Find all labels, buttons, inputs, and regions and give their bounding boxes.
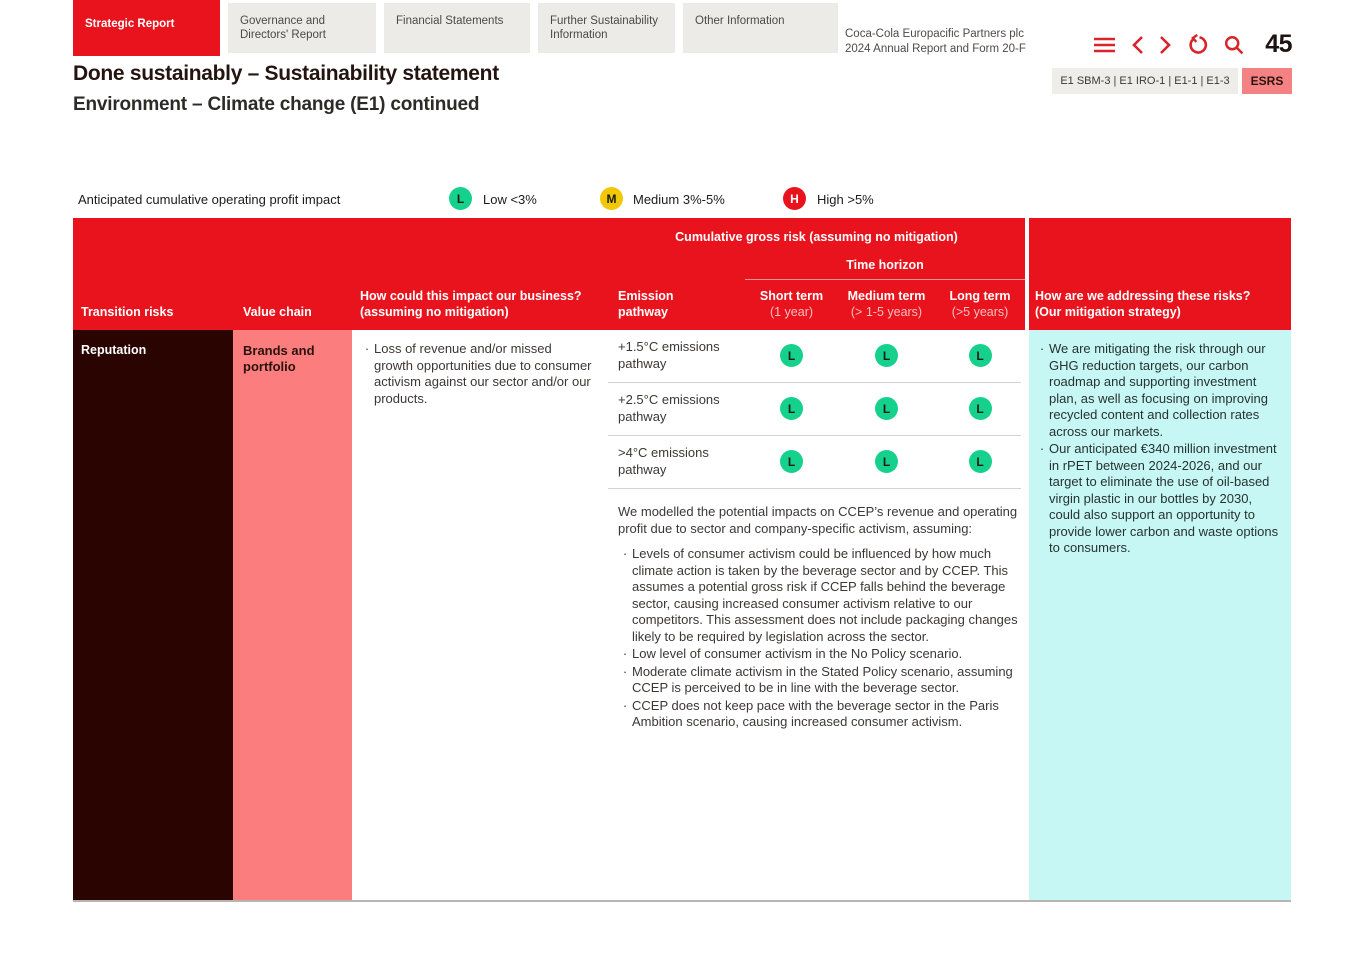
column-header-impact-line1: How could this impact our business? [360,289,582,303]
narrative-bullet: · Levels of consumer activism could be influenced by how much climate action is taken by the beverage sector and by CCEP. This assumes a potential gross risk if CCEP falls behind the beverage sector, causing increased consumer activism relative to our competitors. This assessment does not include packaging changes likely to be required by legislation across the sector. [618,546,1019,645]
tab-governance-directors-report[interactable]: Governance and Directors' Report [228,3,376,53]
column-group-cumulative-gross-risk: Cumulative gross risk (assuming no mitigation) [675,230,958,244]
risk-badge-medium-term: L [875,344,898,367]
table-header [73,218,1291,330]
time-horizon-underline [745,279,1025,280]
column-header-impact [352,288,608,320]
narrative-bullet: · CCEP does not keep pace with the beverage sector in the Paris Ambition scenario, causing increased consumer activism. [618,698,1019,731]
pathway-row-2-5c [608,383,1021,436]
page-subtitle: Environment – Climate change (E1) continued [73,94,480,115]
bullet-dot: · [622,646,628,661]
page-number: 45 [1265,30,1292,58]
legend-high-text: High >5% [817,192,874,207]
bullet-dot: · [622,546,628,561]
cell-mitigation-strategy [1029,330,1291,900]
tab-strategic-report[interactable]: Strategic Report [73,0,220,56]
risk-badge-medium-term: L [875,450,898,473]
page-title: Done sustainably – Sustainability statement [73,62,499,85]
pathway-row-1-5c [608,330,1021,383]
column-header-addressing-line1: How are we addressing these risks? [1035,289,1251,303]
pathway-label: +2.5°C emissions pathway [618,392,720,424]
narrative-intro: We modelled the potential impacts on CCEP’s revenue and operating profit due to sector and company-specific activism, assuming: [618,504,1018,536]
column-header-addressing [1029,288,1291,320]
company-line2: 2024 Annual Report and Form 20-F [845,43,1026,55]
risk-badge-long-term: L [969,344,992,367]
column-header-value-chain: Value chain [243,305,312,319]
bullet-dot: · [1039,441,1045,456]
bullet-dot: · [622,663,628,679]
cell-transition-risk: Reputation [73,330,233,900]
column-group-time-horizon: Time horizon [846,258,924,272]
table-row-reputation [73,330,1291,900]
legend-label: Anticipated cumulative operating profit impact [78,192,341,207]
narrative-bullet: · Low level of consumer activism in the No Policy scenario. [618,646,1019,663]
modelling-narrative [608,489,1021,731]
section-tab-bar [73,0,846,56]
tab-financial-statements[interactable]: Financial Statements [384,3,530,53]
company-line1: Coca-Cola Europacific Partners plc [845,28,1024,40]
pathway-label: +1.5°C emissions pathway [618,339,720,371]
narrative-bullet: · Moderate climate activism in the Stated Policy scenario, assuming CCEP is perceived to be in line with the beverage sector. [618,664,1019,697]
column-header-addressing-line2: (Our mitigation strategy) [1035,305,1181,319]
legend-medium-badge: M [600,187,623,210]
column-header-long-term: Long term (>5 years) [935,288,1025,320]
column-header-transition-risks: Transition risks [81,305,174,319]
legend-low-badge: L [449,187,472,210]
mitigation-bullet: · Our anticipated €340 million investment in rPET between 2024-2026, and our target to eliminate the use of oil-based virgin plastic in our bottles by 2030, could also support an opportunity to provide lower carbon and waste options to consumers. [1035,441,1279,557]
tab-further-sustainability-information[interactable]: Further Sustainability Information [538,3,675,53]
menu-icon[interactable] [1093,36,1116,54]
chevron-left-icon[interactable] [1131,35,1144,55]
legend-medium-text: Medium 3%-5% [633,192,725,207]
viewer-toolbar [1093,34,1244,55]
risk-badge-short-term: L [780,450,803,473]
legend-low-text: Low <3% [483,192,537,207]
tab-other-information[interactable]: Other Information [683,3,838,53]
undo-icon[interactable] [1187,34,1209,55]
legend-high-badge: H [783,187,806,210]
pathway-row-4c [608,436,1021,489]
column-headers-row [73,288,1291,330]
column-header-medium-term-sub: (> 1-5 years) [850,305,923,319]
risk-badge-medium-term: L [875,397,898,420]
bullet-dot: · [622,697,628,713]
column-header-impact-line2: (assuming no mitigation) [360,305,509,319]
column-header-short-term-sub: (1 year) [769,305,814,319]
esrs-reference-tags: E1 SBM-3 | E1 IRO-1 | E1-1 | E1-3 [1052,68,1238,94]
chevron-right-icon[interactable] [1159,35,1172,55]
cell-risk-assessment [608,330,1025,900]
risk-badge-short-term: L [780,344,803,367]
bullet-dot: · [364,341,370,356]
company-name-block [845,27,1026,57]
risk-badge-long-term: L [969,450,992,473]
column-header-medium-term: Medium term (> 1-5 years) [838,288,935,320]
risk-badge-short-term: L [780,397,803,420]
bullet-dot: · [1039,341,1045,356]
risk-badge-long-term: L [969,397,992,420]
pathway-label: >4°C emissions pathway [618,445,709,477]
column-header-emission-pathway: Emission pathway [618,289,674,319]
column-header-long-term-sub: (>5 years) [951,305,1009,319]
column-header-short-term: Short term (1 year) [745,288,838,320]
impact-bullet: · Loss of revenue and/or missed growth opportunities due to consumer activism against our sector and/or our products. [360,341,592,407]
cell-impact [352,330,608,900]
transition-risks-table [73,218,1291,902]
mitigation-bullet: · We are mitigating the risk through our GHG reduction targets, our carbon roadmap and supporting investment plan, as well as focusing on improving recycled content and collection rates across our markets. [1035,341,1279,440]
cell-value-chain: Brands and portfolio [233,330,352,900]
esrs-badge: ESRS [1242,68,1292,94]
